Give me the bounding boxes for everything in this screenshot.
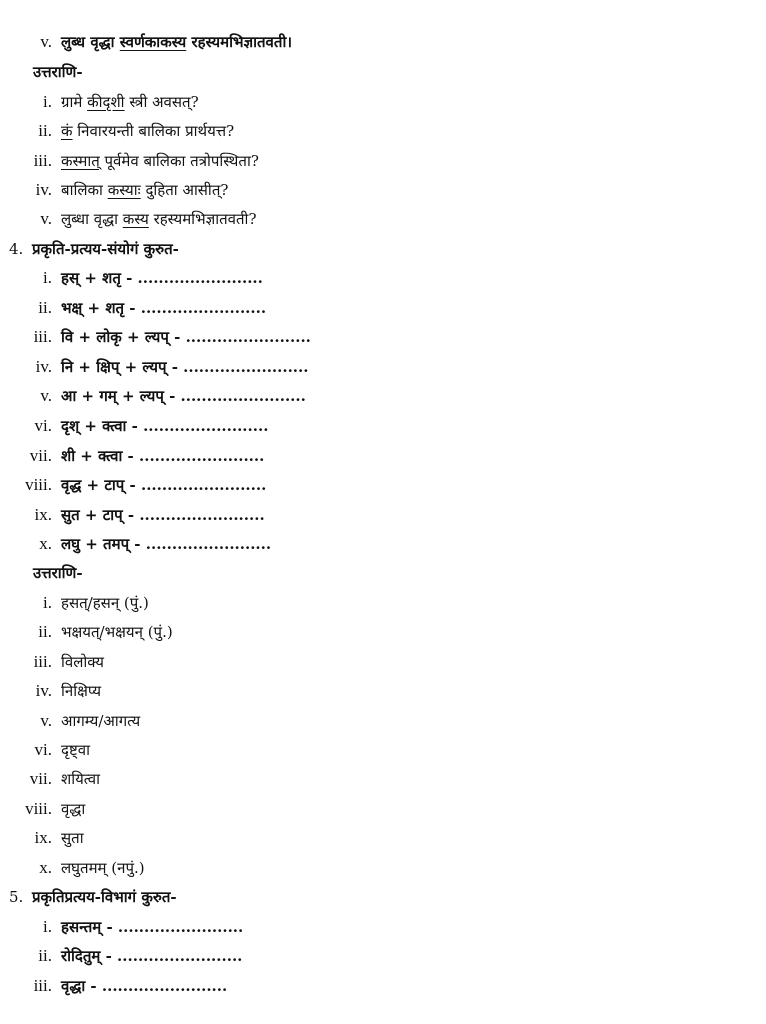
item-number: v. — [40, 32, 52, 51]
answers-heading: उत्तराणि- — [33, 63, 83, 81]
item-text: लुब्ध वृद्धा स्वर्णकाकस्य रहस्यमभिज्ञातवती। — [61, 33, 293, 51]
document-page: v. लुब्ध वृद्धा स्वर्णकाकस्य रहस्यमभिज्ञातवती। उत्तराणि- i. ग्रामे कीदृशी स्त्री अवसत्? ii. कं निवारयन्ती बालिका प्रार्थयत्त? iii. कस्मात् पूर्वमेव बालिका तत्रोपस्थिता? iv. बालिका कस्याः दुहिता आसीत्? v. लुब्धा वृद्धा कस्य रहस्यमभिज्ञातवती? 4. प्रकृति-प्रत्यय-संयोगं कुरुत- i. हस् + शतृ - ........................ ii. भक्ष् + शतृ - ........................ iii. वि + लोकृ + ल्यप् - ........................ iv. नि + क्षिप् + ल्यप् - ........................ v. आ + गम् + ल्यप् - ........................ vi. दृश् + क्त्वा - ........................ vii. शी + क्त्वा - ........................ viii. वृद्ध + टाप् - ........................ ix. सुत + टाप् - ........................ x. लघु + तमप् - ........................ उत्तराणि- i. हसत्/हसन् (पुं.) ii. भक्षयत्/भक्षयन् (पुं.) iii. विलोक्य iv. निक्षिप्य v. आगम्य/आगत्य vi. दृष्ट्वा vii. शयित्वा viii. वृद्धा ix. सुता x. लघुतमम् (नपुं.) 5. प्रकृतिप्रत्यय-विभागं कुरुत- i. हसन्तम् - ........................ ii. रोदितुम् - ........................ iii. वृद्धा - ........................ — [9, 32, 311, 995]
question-title: प्रकृति-प्रत्यय-संयोगं कुरुत- — [32, 240, 179, 258]
question-title: प्रकृतिप्रत्यय-विभागं कुरुत- — [32, 888, 177, 906]
question-number: 4. — [9, 240, 24, 258]
answers-heading: उत्तराणि- — [33, 564, 83, 582]
question-number: 5. — [9, 888, 24, 906]
